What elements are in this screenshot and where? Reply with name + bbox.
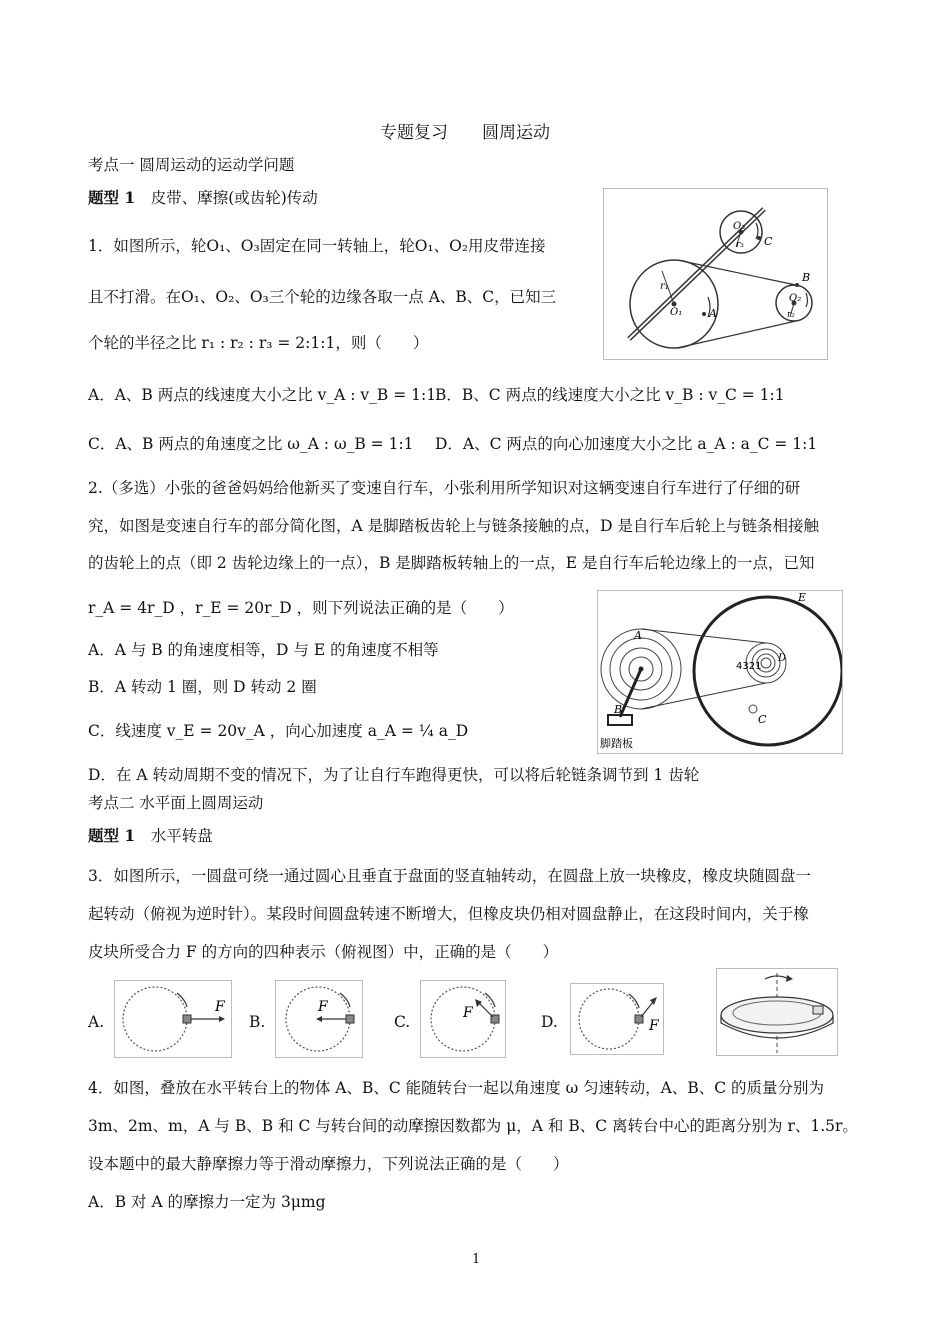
q2-line2: 究，如图是变速自行车的部分简化图，A 是脚踏板齿轮上与链条接触的点，D 是自行车后轮上与链条相接触 xyxy=(88,517,819,535)
q1-option-b: B．B、C 两点的线速度大小之比 v_B : v_C = 1:1 xyxy=(435,386,785,404)
q3-option-a-label: A. xyxy=(88,1013,105,1031)
q3-option-b-label: B. xyxy=(249,1013,266,1031)
question-type-2-text: 水平转盘 xyxy=(135,827,213,845)
fig-label-o3: O₃ xyxy=(733,221,746,232)
q2-line3: 的齿轮上的点（即 2 齿轮边缘上的一点），B 是脚踏板转轴上的一点，E 是自行车后轮边缘上的一点，已知 xyxy=(88,554,815,572)
q3-line2: 起转动（俯视为逆时针）。某段时间圆盘转速不断增大，但橡皮块仍相对圆盘静止，在这段时间内，关于橡 xyxy=(88,905,809,923)
fig-label-d: D xyxy=(778,653,787,664)
fig-label-o2: O₂ xyxy=(789,293,802,304)
fig-label-r2: r₂ xyxy=(787,310,795,320)
q1-line2: 且不打滑。在O₁、O₂、O₃三个轮的边缘各取一点 A、B、C，已知三 xyxy=(88,288,557,306)
fig-label-b: B xyxy=(614,703,623,716)
q3-option-c-label: C. xyxy=(394,1013,411,1031)
q2-line1: 2.（多选）小张的爸爸妈妈给他新买了变速自行车，小张利用所学知识对这辆变速自行车进行了仔细的研 xyxy=(88,479,801,497)
q4-line1: 4．如图，叠放在水平转台上的物体 A、B、C 能随转台一起以角速度 ω 匀速转动，A、B、C 的质量分别为 xyxy=(88,1079,825,1097)
q3-option-a-figure xyxy=(114,980,232,1058)
q2-option-c: C．线速度 v_E = 20v_A ，向心加速度 a_A = ¼ a_D xyxy=(88,722,469,740)
q1-line1: 1．如图所示，轮O₁、O₃固定在同一转轴上，轮O₁、O₂用皮带连接 xyxy=(88,237,546,255)
q3-option-d-figure xyxy=(570,983,664,1055)
question-type-2 xyxy=(88,826,213,846)
q2-line4: r_A = 4r_D ，r_E = 20r_D ，则下列说法正确的是（ ） xyxy=(88,599,514,617)
q4-line2: 3m、2m、m，A 与 B、B 和 C 与转台间的动摩擦因数都为 μ，A 和 B、C 离转台中心的距离分别为 r、1.5r。 xyxy=(88,1117,858,1135)
force-label-a: F xyxy=(215,999,225,1015)
fig-label-r1: r₁ xyxy=(660,281,669,292)
question-type-1 xyxy=(88,188,318,208)
force-label-c: F xyxy=(463,1005,473,1021)
page-number: 1 xyxy=(472,1252,481,1267)
fig-label-r3: r₃ xyxy=(736,240,744,250)
fig-label-b: B xyxy=(802,271,811,284)
q3-option-b-figure xyxy=(275,980,363,1058)
q1-option-d: D．A、C 两点的向心加速度大小之比 a_A : a_C = 1:1 xyxy=(435,435,818,453)
q3-line1: 3．如图所示，一圆盘可绕一通过圆心且垂直于盘面的竖直轴转动，在圆盘上放一块橡皮，橡皮块随圆盘一 xyxy=(88,867,811,885)
q1-option-a: A．A、B 两点的线速度大小之比 v_A : v_B = 1:1 xyxy=(88,386,437,404)
q1-line3: 个轮的半径之比 r₁ : r₂ : r₃ = 2:1:1，则（ ） xyxy=(88,334,429,352)
q3-option-c-figure xyxy=(420,980,506,1058)
q2-option-d: D．在 A 转动周期不变的情况下，为了让自行车跑得更快，可以将后轮链条调节到 1 齿轮 xyxy=(88,766,700,784)
q1-pulley-figure xyxy=(603,188,828,360)
pulley-diagram xyxy=(604,189,827,359)
section-heading-1: 考点一 圆周运动的运动学问题 xyxy=(88,156,295,174)
fig-label-e: E xyxy=(798,591,807,604)
fig-label-c: C xyxy=(764,235,773,248)
q3-turntable-figure xyxy=(716,968,838,1056)
fig-label-o1: O₁ xyxy=(670,307,683,318)
fig-label-c: C xyxy=(758,713,767,726)
q3-option-d-label: D. xyxy=(541,1013,558,1031)
section-heading-2: 考点二 水平面上圆周运动 xyxy=(88,794,264,812)
force-label-d: F xyxy=(649,1018,659,1034)
question-type-1-text: 皮带、摩擦(或齿轮)传动 xyxy=(135,189,318,207)
q4-line3: 设本题中的最大静摩擦力等于滑动摩擦力，下列说法正确的是（ ） xyxy=(88,1155,569,1173)
fig-label-a: A xyxy=(634,629,642,642)
q1-option-c: C．A、B 两点的角速度之比 ω_A : ω_B = 1:1 xyxy=(88,435,414,453)
q2-option-a: A．A 与 B 的角速度相等，D 与 E 的角速度不相等 xyxy=(88,641,439,659)
q2-bicycle-figure xyxy=(597,590,843,754)
force-label-b: F xyxy=(318,999,328,1015)
fig-label-gears: 4321 xyxy=(736,661,762,672)
fig-label-a: A xyxy=(709,307,717,320)
q4-option-a: A．B 对 A 的摩擦力一定为 3μmg xyxy=(88,1193,326,1211)
fig-label-pedal: 脚踏板 xyxy=(600,737,633,750)
question-type-1-label: 题型 1 xyxy=(88,188,136,207)
bicycle-gear-diagram xyxy=(598,591,842,753)
q2-option-b: B．A 转动 1 圈，则 D 转动 2 圈 xyxy=(88,678,317,696)
page-title: 专题复习 圆周运动 xyxy=(380,123,550,143)
question-type-2-label: 题型 1 xyxy=(88,826,136,845)
q3-line3: 皮块所受合力 F 的方向的四种表示（俯视图）中，正确的是（ ） xyxy=(88,943,559,961)
